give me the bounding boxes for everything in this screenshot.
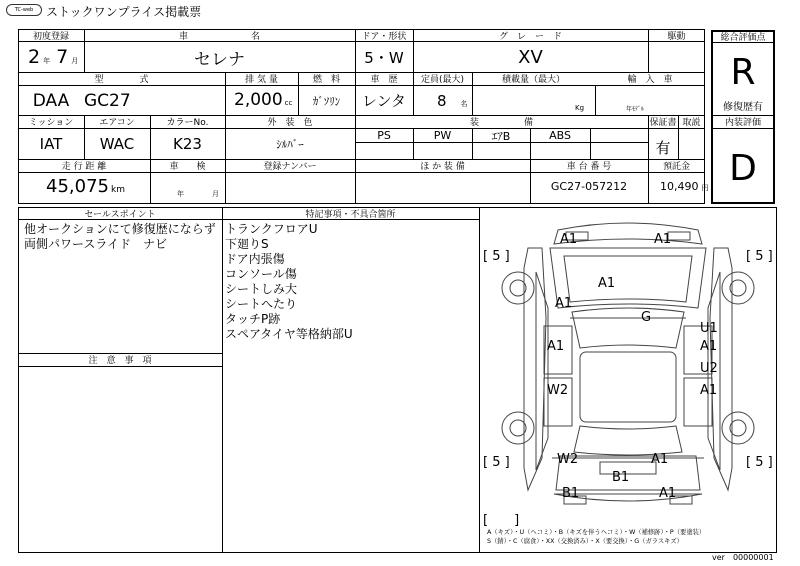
damage-mark: W2 <box>557 452 579 467</box>
label-displacement: 排 気 量 <box>245 75 278 85</box>
damage-mark: W2 <box>547 383 569 398</box>
overall-grade-sub: 修復歴有 <box>723 101 763 113</box>
label-warranty: 保証書 <box>649 118 677 128</box>
recycle-value: 10,490 円 <box>660 180 709 193</box>
site-logo: TC-web <box>6 4 42 16</box>
overall-grade-value: R <box>730 51 756 93</box>
label-chassis-no: 車 台 番 号 <box>566 162 612 172</box>
label-import: 輸 入 車 <box>627 75 673 85</box>
bracket-label: [ 5 ] <box>483 249 510 264</box>
label-color-no: カラーNo. <box>166 118 209 128</box>
remark-line: タッチP跡 <box>225 312 281 326</box>
label-aircon: エアコン <box>99 118 135 128</box>
label-exterior-color: 外 装 色 <box>267 118 313 128</box>
remark-line: スペアタイヤ等格納部U <box>225 327 353 341</box>
label-grade: グ レ ー ド <box>498 31 562 42</box>
capacity-value: 8 名 <box>437 92 468 110</box>
warranty-value: 有 <box>655 138 671 157</box>
damage-mark: A1 <box>547 339 565 354</box>
sales-point-line: 他オークションにて修復歴にならず <box>24 222 216 236</box>
label-overall-grade: 総合評価点 <box>720 32 766 43</box>
model-prefix-value: DAA <box>32 90 70 111</box>
mileage-value: 45,075 km <box>46 176 125 197</box>
interior-grade-value: D <box>729 147 757 189</box>
inspection-year-unit: 年 <box>177 190 184 198</box>
mission-value: IAT <box>39 135 63 153</box>
damage-mark: A1 <box>555 296 573 311</box>
label-fuel: 燃 料 <box>312 75 340 85</box>
equip-pw: PW <box>433 129 452 142</box>
label-model: 型 式 <box>94 75 149 85</box>
damage-mark: A1 <box>654 232 672 247</box>
equip-airbag: ｴｱB <box>491 129 511 143</box>
bracket-label: [ 5 ] <box>746 455 773 470</box>
label-equipment: 装 備 <box>469 118 533 128</box>
model-year-unit: 年ﾓﾃﾞﾙ <box>626 106 645 113</box>
page-title: ストックワンプライス掲載票 <box>46 5 202 19</box>
bracket-label: [ ] <box>483 513 520 528</box>
reg-year: 2 年 7 月 <box>28 46 79 68</box>
damage-mark: A1 <box>598 276 616 291</box>
damage-mark: A1 <box>560 232 578 247</box>
damage-mark: A1 <box>651 452 669 467</box>
chassis-value: GC27-057212 <box>550 179 628 193</box>
legend-line: A（キズ）・U（ヘコミ）・B（キズを伴うヘコミ）・W（補修跡）・P（要塗装） <box>487 529 706 536</box>
legend <box>487 528 705 546</box>
sales-point-line: 両側パワースライド ナビ <box>24 237 168 251</box>
version-label: ver 00000001 <box>712 553 774 562</box>
remark-line: コンソール傷 <box>225 267 297 281</box>
label-sales-point: セールスポイント <box>84 209 156 220</box>
label-interior-grade: 内装評価 <box>724 118 761 128</box>
history-value: レンタ <box>361 92 407 110</box>
color-value: ｼﾙﾊﾞｰ <box>276 138 304 151</box>
model-value: GC27 <box>84 90 131 111</box>
damage-mark: A1 <box>700 383 718 398</box>
label-door-shape: ドア・形状 <box>361 31 407 42</box>
aircon-value: WAC <box>99 135 135 153</box>
label-inspection: 車 検 <box>169 162 206 172</box>
label-load: 積載量（最大） <box>501 75 565 85</box>
equip-ps: PS <box>377 129 391 142</box>
label-car-name: 車 名 <box>178 31 260 42</box>
label-drive: 駆動 <box>667 31 686 42</box>
car-name-value: セレナ <box>194 49 245 70</box>
inspection-month-unit: 月 <box>212 190 219 198</box>
label-capacity: 定員(最大) <box>420 75 465 85</box>
equip-abs: ABS <box>549 129 571 142</box>
damage-mark: A1 <box>659 486 677 501</box>
sales-points <box>24 222 216 252</box>
remark-line: シートしみ大 <box>225 282 298 296</box>
bracket-label: [ 5 ] <box>746 249 773 264</box>
label-remarks: 特記事項・不具合箇所 <box>305 209 396 220</box>
fuel-value: ｶﾞｿﾘﾝ <box>312 94 341 108</box>
drive-value <box>648 42 705 72</box>
label-manual: 取説 <box>682 118 701 128</box>
remark-line: シートへたり <box>225 297 298 311</box>
bracket-label: [ 5 ] <box>483 455 510 470</box>
damage-mark: G <box>641 310 652 325</box>
remark-line: 下廻りS <box>225 237 269 251</box>
damage-mark: B1 <box>562 486 580 501</box>
damage-mark: A1 <box>700 339 718 354</box>
grade-value: XV <box>518 46 543 68</box>
door-value: 5・W <box>364 48 404 67</box>
color-no-value: K23 <box>173 135 202 153</box>
damage-mark: U2 <box>700 361 718 376</box>
label-mileage: 走 行 距 離 <box>61 162 107 172</box>
legend-line: S（錆）・C（腐食）・XX（交換済み）・X（要交換）・G（ガラスキズ） <box>487 538 683 545</box>
remark-line: ドア内張傷 <box>225 252 285 266</box>
label-recycle: 預託金 <box>662 162 690 172</box>
label-other-equipment: ほ か 装 備 <box>420 162 465 172</box>
label-notes: 注 意 事 項 <box>88 356 152 366</box>
remarks-list <box>225 222 353 342</box>
damage-mark: B1 <box>612 470 630 485</box>
label-mission: ミッション <box>28 118 74 128</box>
kg-unit: Kg <box>575 104 585 112</box>
label-first-reg: 初度登録 <box>32 31 69 42</box>
label-history: 車 歴 <box>370 75 398 85</box>
displacement-value: 2,000 cc <box>234 90 293 110</box>
label-reg-number: 登録ナンバー <box>263 162 317 172</box>
remark-line: トランクフロアU <box>225 222 318 236</box>
damage-mark: U1 <box>700 321 718 336</box>
